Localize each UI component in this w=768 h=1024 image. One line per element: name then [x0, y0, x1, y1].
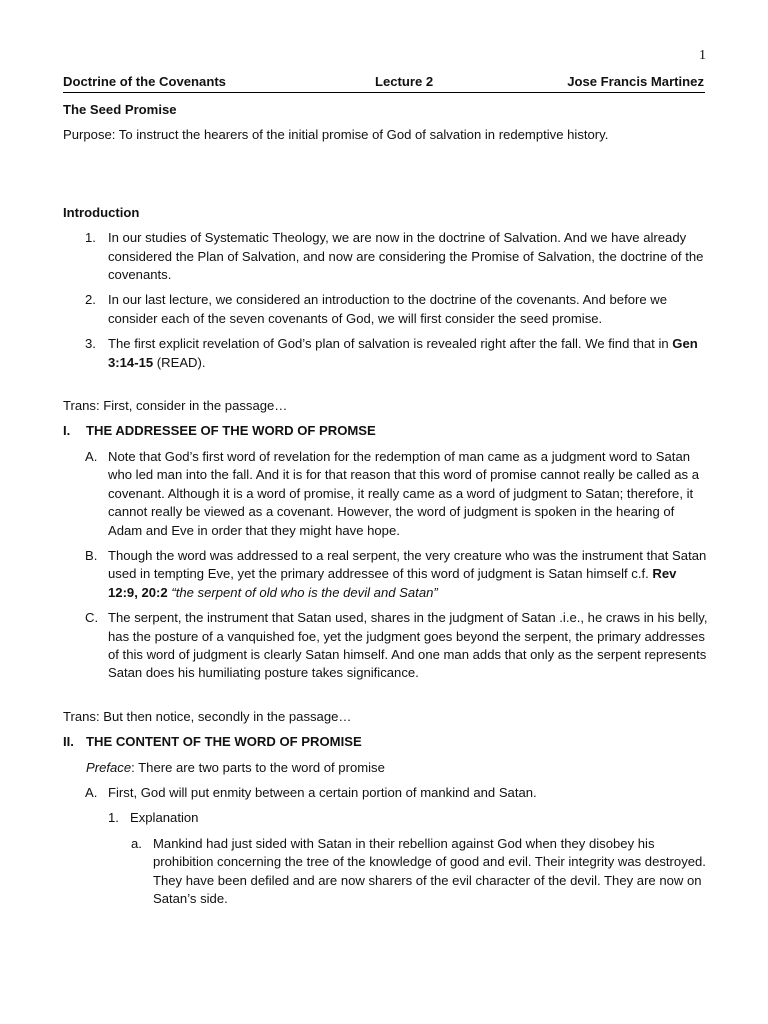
intro-item-text: In our last lecture, we considered an introduction to the doctrine of the covenants. And before we consider each of the seven covenants of God, we will first consider the seed promise. — [108, 292, 668, 326]
lecture-number: Lecture 2 — [375, 74, 434, 89]
page-number: 1 — [699, 48, 706, 63]
lecture-title: The Seed Promise — [63, 102, 177, 117]
list-marker: 2. — [85, 292, 96, 308]
transition-2: Trans: But then notice, secondly in the passage… — [63, 708, 352, 724]
course-title: Doctrine of the Covenants — [63, 74, 226, 89]
intro-item-1 — [63, 229, 708, 284]
intro-item-tail: (READ). — [153, 354, 206, 370]
section-1-point-b — [63, 547, 708, 602]
section-marker: II. — [63, 734, 74, 750]
section-marker: I. — [63, 423, 71, 439]
purpose-statement: Purpose: To instruct the hearers of the initial promise of God of salvation in redemptive history. — [63, 127, 609, 143]
subpoint-text: Mankind had just sided with Satan in their rebellion against God when they disobey his prohibition concerning the tree of the knowledge of good and evil. Their integrity was destroyed. They have been defiled and are now sharers of the evil character of the devil. They are now on Satan’s side. — [153, 835, 706, 906]
list-marker: 1. — [85, 230, 96, 246]
scripture-reference: Gen 3:14-15 — [108, 336, 698, 370]
introduction-heading: Introduction — [63, 204, 140, 220]
section-2-heading — [63, 733, 708, 751]
list-marker: a. — [131, 835, 142, 851]
section-1-point-a — [63, 448, 708, 540]
section-1-heading — [63, 422, 708, 440]
list-marker: C. — [85, 610, 99, 626]
section-heading-text: THE ADDRESSEE OF THE WORD OF PROMSE — [86, 423, 376, 439]
list-marker: 3. — [85, 336, 96, 352]
point-text: First, God will put enmity between a certain portion of mankind and Satan. — [108, 784, 537, 800]
document-body — [63, 101, 708, 915]
author-name: Jose Francis Martinez — [567, 74, 704, 89]
transition-1: Trans: First, consider in the passage… — [63, 398, 288, 414]
point-text: The serpent, the instrument that Satan used, shares in the judgment of Satan .i.e., he craws in his belly, has the posture of a vanquished foe, yet the judgment goes beyond the serpent, the primary addresses of this word of judgment is clearly Satan himself. And one man adds that only as the serpent represents Satan does his humiliating posture takes significance. — [108, 610, 708, 681]
preface — [63, 759, 708, 777]
section-2-point-a — [63, 784, 708, 802]
intro-item-2 — [63, 291, 708, 328]
section-1-point-c — [63, 609, 708, 683]
list-marker: 1. — [108, 810, 119, 826]
point-text: Though the word was addressed to a real serpent, the very creature who was the instrument that Satan used in tempting Eve, yet the primary addressee of this word of judgment is Satan himself c.f. — [108, 547, 707, 582]
list-marker: A. — [85, 448, 98, 464]
list-marker: B. — [85, 547, 98, 563]
section-heading-text: THE CONTENT OF THE WORD OF PROMISE — [86, 734, 362, 750]
scripture-quote: “the serpent of old who is the devil and Satan” — [167, 584, 438, 600]
preface-label: Preface — [86, 759, 132, 775]
subpoint-text: Explanation — [130, 810, 199, 826]
subpoint-1 — [63, 809, 708, 827]
scripture-reference: Rev 12:9, 20:2 — [108, 566, 677, 600]
document-header — [63, 74, 705, 93]
point-text: Note that God’s first word of revelation for the redemption of man came as a judgment word to Satan who led man into the fall. And it is for that reason that this word of promise cannot really be called as a covenant. Although it is a word of promise, it really came as a word of judgment to Satan; therefore, it cannot really be viewed as a covenant. However, the word of judgment is spoken in the hearing of Adam and Eve in order that they might have hope. — [108, 448, 699, 538]
subpoint-a — [63, 835, 708, 909]
intro-item-text: The first explicit revelation of God’s plan of salvation is revealed right after the fall. We find that in — [108, 336, 673, 352]
preface-text: : There are two parts to the word of promise — [131, 759, 385, 775]
intro-item-3 — [63, 335, 708, 372]
list-marker: A. — [85, 784, 98, 800]
intro-item-text: In our studies of Systematic Theology, we are now in the doctrine of Salvation. And we have already considered the Plan of Salvation, and now are considering the Promise of Salvation, the doctrine of the covenants. — [108, 230, 704, 283]
